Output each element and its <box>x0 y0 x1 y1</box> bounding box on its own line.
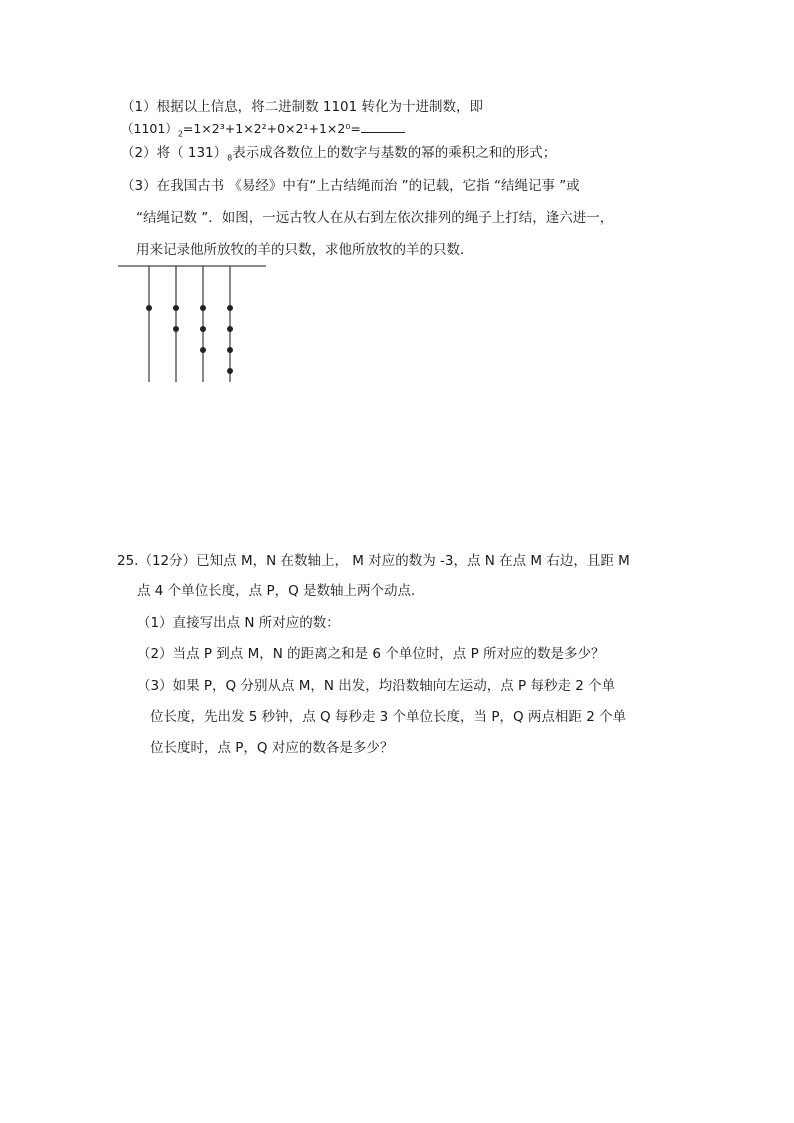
p25-q2: （2）当点 P 到点 M，N 的距离之和是 6 个单位时，点 P 所对应的数是多少？ <box>137 646 605 662</box>
p25-line2: 点 4 个单位长度，点 P，Q 是数轴上两个动点． <box>137 583 425 599</box>
p24-q2 <box>121 143 556 169</box>
knot-rope-figure <box>118 262 268 387</box>
knot <box>200 305 206 311</box>
p24-q2-base: 8 <box>227 153 233 163</box>
p24-q2-prefix: （2）将（ 131） <box>121 145 228 161</box>
p24-q3-line2: “结绳记数 ”．如图，一远古牧人在从右到左依次排列的绳子上打结，逢六进一， <box>136 210 614 226</box>
p24-q2-suffix: 表示成各数位上的数字与基数的幂的乘积之和的形式； <box>232 145 557 161</box>
knot <box>173 326 179 332</box>
p24-q1-binary: （1101） <box>121 121 178 136</box>
p24-q3-line1: （3）在我国古书 《易经》中有“上古结绳而治 ”的记载，它指 “结绳记事 ”或 <box>121 178 580 194</box>
p24-q1-line2 <box>121 119 405 145</box>
knot <box>227 305 233 311</box>
knot <box>227 368 233 374</box>
p25-q3-line2: 位长度，先出发 5 秒钟，点 Q 每秒走 3 个单位长度，当 P，Q 两点相距 2 个单 <box>150 709 627 725</box>
p24-q1-base: 2 <box>177 129 183 139</box>
p24-q1-line1: （1）根据以上信息，将二进制数 1101 转化为十进制数，即 <box>121 99 484 115</box>
knot <box>146 305 152 311</box>
knot <box>200 326 206 332</box>
knot <box>227 326 233 332</box>
answer-blank <box>361 120 405 133</box>
p25-q1: （1）直接写出点 N 所对应的数： <box>137 615 340 631</box>
p24-q3-line3: 用来记录他所放牧的羊的只数，求他所放牧的羊的只数． <box>136 242 474 258</box>
p25-line1: 25.（12分）已知点 M，N 在数轴上， M 对应的数为 -3，点 N 在点 M 右边，且距 M <box>117 553 630 569</box>
knot <box>227 347 233 353</box>
p25-q3-line1: （3）如果 P，Q 分别从点 M，N 出发，均沿数轴向左运动，点 P 每秒走 2 个单 <box>137 678 616 694</box>
knot <box>200 347 206 353</box>
p25-q3-line3: 位长度时，点 P，Q 对应的数各是多少？ <box>150 740 394 756</box>
knot <box>173 305 179 311</box>
p24-q1-expr: =1×2³+1×2²+0×2¹+1×2⁰= <box>182 121 361 136</box>
